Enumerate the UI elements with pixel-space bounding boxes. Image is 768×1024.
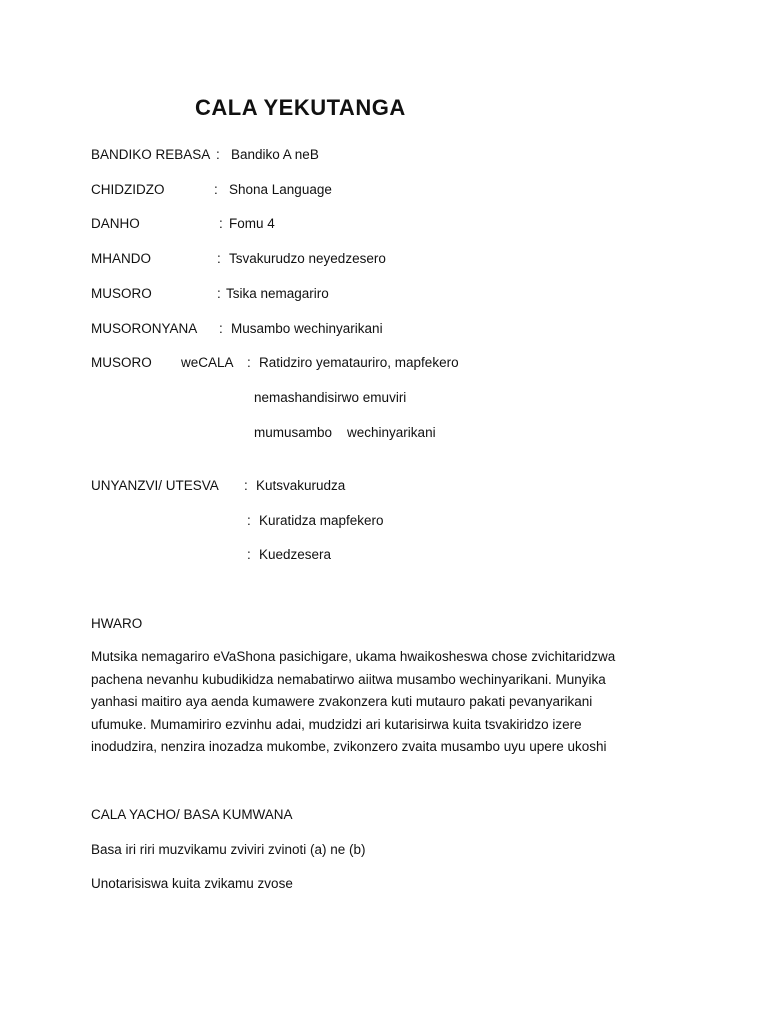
field-label-musoronyana: MUSORONYANA <box>91 321 198 336</box>
field-label-mhando: MHANDO <box>91 251 151 266</box>
paragraph-line: pachena nevanhu kubudikidza nemabatirwo aiitwa musambo wechinyarikani. Munyika <box>91 671 606 687</box>
field-separator: : <box>247 355 251 370</box>
field-value-bandiko-rebasa: Bandiko A neB <box>231 147 319 162</box>
cala-yacho-line: Basa iri riri muzvikamu zviviri zvinoti (a) ne (b) <box>91 842 366 857</box>
field-separator: : <box>217 251 221 266</box>
hwaro-paragraph <box>91 646 651 759</box>
field-separator: : <box>247 513 251 528</box>
field-separator: : <box>247 547 251 562</box>
field-separator: : <box>219 216 223 231</box>
field-label-chidzidzo: CHIDZIDZO <box>91 182 165 197</box>
unyanzvi-item: Kuedzesera <box>259 547 332 562</box>
paragraph-line: yanhasi maitiro aya aenda kumawere zvakonzera kuti mutauro pakati pevanyarikani <box>91 694 593 709</box>
field-value-danho: Fomu 4 <box>229 216 275 231</box>
paragraph-line: ufumuke. Mumamiriro ezvinhu adai, mudzidzi ari kutarisirwa kuita tsvakiridzo izere <box>91 716 582 732</box>
page-title: CALA YEKUTANGA <box>195 95 406 120</box>
field-separator: : <box>214 182 218 197</box>
field-separator: : <box>217 286 221 301</box>
musoro-wecala-line: Ratidziro yematauriro, mapfekero <box>259 355 459 370</box>
unyanzvi-item: Kutsvakurudza <box>256 478 346 493</box>
field-separator: : <box>216 147 220 162</box>
musoro-wecala-line: nemashandisirwo emuviri <box>254 390 407 405</box>
hwaro-heading: HWARO <box>91 616 143 631</box>
musoro-wecala-label-b: weCALA <box>181 355 234 370</box>
paragraph-line: Mutsika nemagariro eVaShona pasichigare, ukama hwaikosheswa chose zvichitaridzwa <box>91 649 616 664</box>
field-label-bandiko-rebasa: BANDIKO REBASA <box>91 147 211 162</box>
field-label-danho: DANHO <box>91 216 140 231</box>
field-value-chidzidzo: Shona Language <box>229 182 332 197</box>
field-separator: : <box>219 321 223 336</box>
cala-yacho-line: Unotarisiswa kuita zvikamu zvose <box>91 876 293 891</box>
field-value-musoronyana: Musambo wechinyarikani <box>231 321 383 336</box>
field-separator: : <box>244 478 248 493</box>
field-value-musoro: Tsika nemagariro <box>226 286 329 301</box>
musoro-wecala-label-a: MUSORO <box>91 355 152 370</box>
unyanzvi-item: Kuratidza mapfekero <box>259 513 384 528</box>
musoro-wecala-line: mumusambo wechinyarikani <box>254 425 436 440</box>
field-label-musoro: MUSORO <box>91 286 152 301</box>
cala-yacho-heading: CALA YACHO/ BASA KUMWANA <box>91 807 293 822</box>
unyanzvi-label: UNYANZVI/ UTESVA <box>91 478 219 493</box>
paragraph-line: inodudzira, nenzira inozadza mukombe, zvikonzero zvaita musambo uyu upere ukoshi <box>91 739 607 754</box>
field-value-mhando: Tsvakurudzo neyedzesero <box>229 251 386 266</box>
